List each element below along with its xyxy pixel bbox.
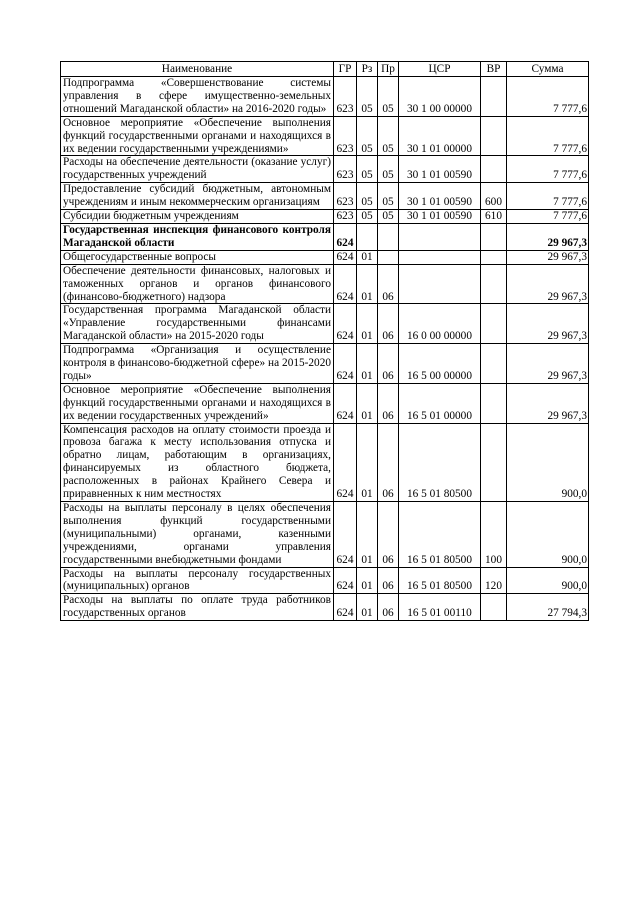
cell-sum: 900,0 (507, 502, 589, 568)
cell-sum: 27 794,3 (507, 594, 589, 621)
cell-vr (481, 77, 507, 117)
cell-gr: 623 (334, 183, 357, 210)
cell-csr: 16 5 01 80500 (399, 502, 481, 568)
cell-sum: 7 777,6 (507, 183, 589, 210)
cell-sum: 900,0 (507, 567, 589, 594)
table-row (61, 304, 589, 344)
cell-csr: 30 1 01 00000 (399, 116, 481, 156)
cell-pr: 06 (378, 567, 399, 594)
cell-gr: 623 (334, 210, 357, 224)
cell-vr: 610 (481, 210, 507, 224)
cell-pr: 06 (378, 304, 399, 344)
cell-name: Государственная инспекция финансового контроля Магаданской области (61, 223, 334, 250)
cell-rz: 01 (357, 383, 378, 423)
cell-gr: 624 (334, 502, 357, 568)
cell-name: Основное мероприятие «Обеспечение выполнения функций государственными органами и находящихся в их ведении государственных учреждений» (61, 383, 334, 423)
cell-vr (481, 156, 507, 183)
cell-sum: 7 777,6 (507, 77, 589, 117)
cell-sum: 29 967,3 (507, 383, 589, 423)
cell-name: Общегосударственные вопросы (61, 250, 334, 264)
cell-rz (357, 223, 378, 250)
cell-pr: 05 (378, 156, 399, 183)
cell-name: Расходы на выплаты персоналу в целях обеспечения выполнения функций государственными (муниципальными) органами, казенными учреждениями, органами управления государственными внебюджетными фондами (61, 502, 334, 568)
cell-rz: 01 (357, 250, 378, 264)
cell-pr (378, 223, 399, 250)
cell-vr (481, 116, 507, 156)
cell-name: Компенсация расходов на оплату стоимости проезда и провоза багажа к месту использования отпуска и обратно лицам, работающим в организациях, финансируемых из областного бюджета, расположенных в районах Крайнего Севера и приравненных к ним местностях (61, 423, 334, 501)
cell-gr: 624 (334, 567, 357, 594)
cell-rz: 01 (357, 344, 378, 384)
cell-name: Расходы на выплаты по оплате труда работников государственных органов (61, 594, 334, 621)
cell-gr: 624 (334, 250, 357, 264)
table-row (61, 423, 589, 501)
cell-rz: 05 (357, 116, 378, 156)
table-row (61, 156, 589, 183)
cell-vr (481, 264, 507, 304)
table-row (61, 250, 589, 264)
cell-gr: 624 (334, 383, 357, 423)
cell-gr: 624 (334, 344, 357, 384)
cell-sum: 7 777,6 (507, 156, 589, 183)
cell-gr: 624 (334, 304, 357, 344)
cell-pr: 06 (378, 383, 399, 423)
table-body (61, 77, 589, 621)
cell-pr: 05 (378, 116, 399, 156)
cell-csr: 16 5 01 80500 (399, 567, 481, 594)
cell-pr: 06 (378, 594, 399, 621)
cell-csr: 16 5 00 00000 (399, 344, 481, 384)
cell-pr: 06 (378, 502, 399, 568)
cell-rz: 05 (357, 210, 378, 224)
cell-name: Основное мероприятие «Обеспечение выполнения функций государственными органами и находящихся в их ведении государственными учреждениями» (61, 116, 334, 156)
cell-name: Обеспечение деятельности финансовых, налоговых и таможенных органов и органов финансового (финансово-бюджетного) надзора (61, 264, 334, 304)
table-row (61, 502, 589, 568)
cell-csr: 30 1 00 00000 (399, 77, 481, 117)
cell-csr (399, 264, 481, 304)
cell-vr (481, 594, 507, 621)
table-row (61, 344, 589, 384)
cell-rz: 01 (357, 304, 378, 344)
cell-pr: 06 (378, 264, 399, 304)
cell-rz: 01 (357, 423, 378, 501)
cell-rz: 01 (357, 502, 378, 568)
cell-csr (399, 223, 481, 250)
cell-pr: 05 (378, 77, 399, 117)
cell-gr: 624 (334, 423, 357, 501)
cell-vr (481, 423, 507, 501)
header-sum: Сумма (507, 62, 589, 77)
cell-vr: 600 (481, 183, 507, 210)
cell-vr (481, 223, 507, 250)
cell-sum: 7 777,6 (507, 210, 589, 224)
cell-vr (481, 250, 507, 264)
table-row (61, 567, 589, 594)
cell-gr: 623 (334, 77, 357, 117)
cell-gr: 624 (334, 264, 357, 304)
table-row (61, 383, 589, 423)
cell-sum: 29 967,3 (507, 304, 589, 344)
cell-vr (481, 344, 507, 384)
cell-rz: 01 (357, 567, 378, 594)
cell-vr: 120 (481, 567, 507, 594)
table-row (61, 116, 589, 156)
cell-rz: 05 (357, 156, 378, 183)
table-row (61, 183, 589, 210)
header-gr: ГР (334, 62, 357, 77)
header-rz: Рз (357, 62, 378, 77)
cell-name: Расходы на обеспечение деятельности (оказание услуг) государственных учреждений (61, 156, 334, 183)
cell-csr (399, 250, 481, 264)
cell-name: Государственная программа Магаданской области «Управление государственными финансами Магаданской области» на 2015-2020 годы (61, 304, 334, 344)
cell-name: Подпрограмма «Организация и осуществление контроля в финансово-бюджетной сфере» на 2015-2020 годы» (61, 344, 334, 384)
table-row (61, 223, 589, 250)
header-csr: ЦСР (399, 62, 481, 77)
cell-csr: 30 1 01 00590 (399, 210, 481, 224)
cell-sum: 29 967,3 (507, 264, 589, 304)
cell-sum: 29 967,3 (507, 344, 589, 384)
header-name: Наименование (61, 62, 334, 77)
cell-sum: 29 967,3 (507, 223, 589, 250)
cell-gr: 623 (334, 116, 357, 156)
table-header-row (61, 62, 589, 77)
cell-pr: 06 (378, 344, 399, 384)
cell-vr: 100 (481, 502, 507, 568)
cell-csr: 16 0 00 00000 (399, 304, 481, 344)
cell-rz: 01 (357, 594, 378, 621)
cell-name: Предоставление субсидий бюджетным, автономным учреждениям и иным некоммерческим организациям (61, 183, 334, 210)
cell-csr: 16 5 01 00000 (399, 383, 481, 423)
cell-pr: 05 (378, 210, 399, 224)
cell-gr: 624 (334, 594, 357, 621)
table-row (61, 594, 589, 621)
cell-vr (481, 304, 507, 344)
cell-gr: 624 (334, 223, 357, 250)
cell-csr: 30 1 01 00590 (399, 156, 481, 183)
cell-rz: 01 (357, 264, 378, 304)
cell-vr (481, 383, 507, 423)
cell-pr: 06 (378, 423, 399, 501)
budget-table (60, 61, 589, 621)
cell-sum: 7 777,6 (507, 116, 589, 156)
cell-sum: 29 967,3 (507, 250, 589, 264)
table-row (61, 210, 589, 224)
cell-csr: 16 5 01 00110 (399, 594, 481, 621)
table-row (61, 77, 589, 117)
header-vr: ВР (481, 62, 507, 77)
table-row (61, 264, 589, 304)
cell-name: Подпрограмма «Совершенствование системы управления в сфере имущественно-земельных отношений Магаданской области» на 2016-2020 годы» (61, 77, 334, 117)
cell-rz: 05 (357, 77, 378, 117)
cell-sum: 900,0 (507, 423, 589, 501)
cell-name: Субсидии бюджетным учреждениям (61, 210, 334, 224)
cell-name: Расходы на выплаты персоналу государственных (муниципальных) органов (61, 567, 334, 594)
cell-pr: 05 (378, 183, 399, 210)
cell-rz: 05 (357, 183, 378, 210)
cell-csr: 30 1 01 00590 (399, 183, 481, 210)
cell-pr (378, 250, 399, 264)
header-pr: Пр (378, 62, 399, 77)
cell-csr: 16 5 01 80500 (399, 423, 481, 501)
budget-table-container (60, 61, 589, 621)
cell-gr: 623 (334, 156, 357, 183)
